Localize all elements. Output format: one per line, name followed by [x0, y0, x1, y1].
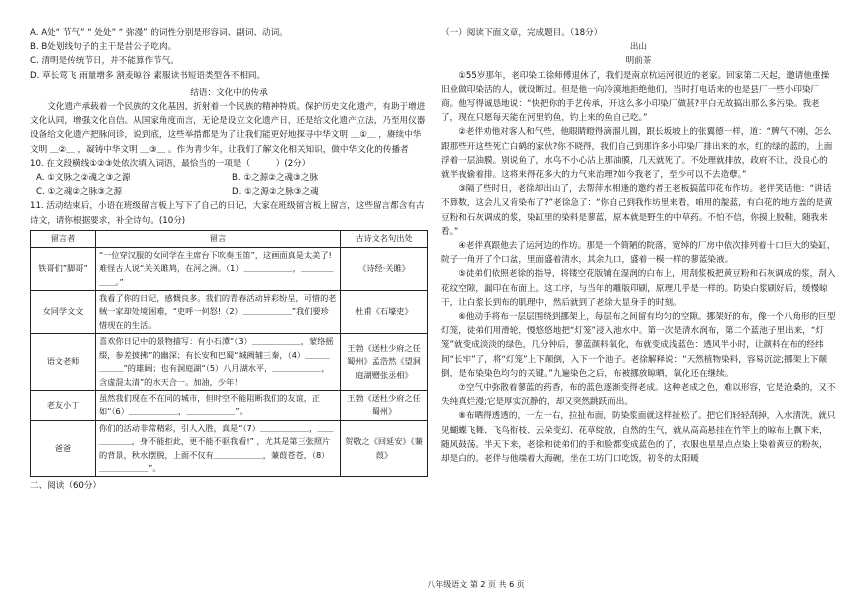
reading-section-title: 二、阅读（60分） [30, 481, 102, 492]
row-source: 《诗经·关雎》 [341, 247, 428, 290]
row-source: 王勃《送杜少府之任蜀州》孟浩然《望洞庭湖赠张丞相》 [341, 334, 428, 391]
article-author: 明前茶 [625, 56, 652, 67]
row-author: 女同学文文 [31, 291, 96, 334]
culture-paragraph: 文化遗产承载着一个民族的文化基因，折射着一个民族的精神特质。保护历史文化遗产，有助于增进文化认同，增强文化自信。从国家角度而言，无论是设立文化遗产日，还是给文化遗产立法，乃至用仪器设备给文化遗产把脉问诊，说到底，这些举措都是为了让我们能更好地探寻中华文明 ＿①＿ ，赓续中华文明 ＿②＿ ，凝铸中华文明 ＿③＿ 。作为青少年，让我们了解文化相关知识，做中华文化的传播者 [30, 102, 426, 155]
option-c-line: C. 清明是传统节日，并不能算作节气。 [30, 56, 179, 67]
page-footer: 八年级语文 第 2 页 共 6 页 [427, 580, 525, 589]
row-message: 虽然我们现在不在同的城市，但时空不能阻断我们的友谊，正如“（6）＿＿＿＿＿＿，＿＿＿＿＿＿”。 [96, 390, 341, 420]
header-message: 留言 [96, 230, 341, 247]
reading-head: （一）阅读下面文章，完成题目。（18分） [441, 28, 603, 38]
row-source: 贺敬之《回延安》《蒹葭》 [341, 420, 428, 477]
table-row [31, 247, 428, 290]
article-paragraph: ⑤徒弟们依照老徐的指导，将镂空花版铺在湿润的白布上，用刮浆板把黄豆粉和石灰调成的浆，刮入花纹空隙，漏印在布面上。这工序，与当年的雕版印刷，原理几乎是一样的。防染白浆刷好后，缓慢晾干，让白浆长到布的肌理中，然后就到了老徐大显身手的时刻。 [441, 269, 836, 308]
row-message: “一位穿汉服的女同学在主席台下吹奏玉笛”，这画面真是太美了!难怪古人说“关关雎鸠，在河之洲。（1）＿＿＿＿＿＿，＿＿＿＿＿＿。” [96, 247, 341, 290]
option-a-line: A. A处“ 节气” “ 处处” “ 弥漫” 的词性分别是形容词、副词、动词。 [30, 28, 288, 38]
table-header-row [31, 230, 428, 247]
article-paragraph: ①55岁那年，老印染工徐师傅退休了，我们是南京杭运河很近的老家。回家第二天起，邀请他重操旧业做印染活的人，就设断过。但是他一向冷漠地拒绝他们，当时打电话来的也是县厂一些小印染厂商。他写得诚恳地说：“快把你的手艺传承，开这么多小印染厂做甚?平白无故搞出那么多污染。我老了，现在只愿每天能在河里钓鱼，钓上来的鱼自己吃。” [441, 70, 830, 124]
q10-option-c: C. ①之魂②之脉③之源 [36, 187, 123, 198]
row-source: 王勃《送杜少府之任蜀州》 [341, 390, 428, 420]
left-column [30, 26, 428, 494]
header-author: 留言者 [31, 230, 96, 247]
article-paragraph: ③隔了些时日，老徐却出山了，去帮萍水相逢的邀约者王老板搞蓝印花布作坊。老伴笑话他：“讲话不算数，这会儿又肯染布了?”老徐急了：“你自己到我作坊里来看，咱用的靛蓝，有白花的地方盖的是黄豆粉和石灰调成的浆，染缸里的染料是蓼蓝，原本就是野生的中草药。不怕不信，你摸上胶鞋，随我来看。” [441, 184, 833, 237]
row-message: 你们的活动非常精彩，引人入胜，真是“（7）＿＿＿＿＿＿，＿＿＿＿＿＿，身不能拒此，更不能不驱我看!” ，尤其是第三张照片的背景，秋水摆脱，上面不仅有＿＿＿＿＿＿，蒹葭苍苍，（8）＿＿＿＿＿＿”。 [96, 420, 341, 477]
right-column [441, 26, 836, 466]
article-paragraph: ④老伴真跟他去了运河边的作坊。那是一个简陋的院落，宽绰的厂房中依次排列着十口巨大的染缸，院子一角开了个口盆，里面盛着清水，其余九口，盛着一模一样的蓼蓝染液。 [441, 241, 836, 266]
table-row [31, 334, 428, 391]
message-table [30, 230, 428, 478]
header-source: 古诗文名句出处 [341, 230, 428, 247]
question-11: 11. 活动结束后，小语在班级留言板上写下了自己的日记，大家在班级留言板上留言，这些留言都含有古诗文，请你根据要求，补全诗句。(10分) [30, 201, 425, 226]
row-author: 老友小丁 [31, 390, 96, 420]
article-paragraph: ②老伴劝他对客人和气些，他眼睛瞪得滴溜儿圆，跟长坂坡上的张翼德一样，道：“脾气不刚，怎么跟那些开这些死亡白鹤的家伙?你不晓得，我们自己到那许多小印染厂排出来的水，红的绿的蓝的，上面浮着一层油膜。别说鱼了，水鸟不小心沾上那油膜，几天就死了。不处理就排放，政府不让，没良心的就半夜偷着排。这将来得花多大的力气来治理?如今我老了，至少可以不去造孽。” [441, 127, 833, 181]
row-author: 铁哥们”脚哥” [31, 247, 96, 290]
row-author: 语文老师 [31, 334, 96, 391]
q10-option-d: D. ①之源②之脉③之魂 [232, 187, 319, 198]
q10-option-b: B. ①之源②之魂③之脉 [232, 173, 319, 184]
question-10: 10. 在文段横线①②③处依次填入词语，最恰当的一项是（ ）(2分） [30, 158, 311, 169]
article-title: 出山 [629, 42, 648, 53]
table-row [31, 291, 428, 334]
row-message: 喜欢你日记中的景物描写：有小石潭“（3）＿＿＿＿＿＿，蒙络摇缀，参差披拂”的幽深；有长安和巴蜀“城阙辅三秦，（4）＿＿＿＿＿＿”的雄阔；也有洞庭湖“（5）八月湖水平，＿＿＿＿＿＿，含虚混太清”的水天合一。加油，少年！ [96, 334, 341, 391]
question-10-options [36, 171, 428, 199]
q10-option-a: A. ①文脉之②魂之③之源 [36, 173, 131, 184]
table-row [31, 420, 428, 477]
row-message: 我看了你的日记，感慨良多。我们的青春活动异彩纷呈，可惜的老贼一家却处境困难，“吏呼一何怒!（2）＿＿＿＿＿＿”我们要珍惜现在的生活。 [96, 291, 341, 334]
article-paragraph: ⑥他动手将布一层层围绕到挪架上，每层布之间留有均匀的空隙。挪架好的布，像一个八角形的巨型灯笼，徒弟们用滑轮，慢悠悠地把“灯笼”浸入池水中。第一次是清水润布，第二个蓝池子里出来，“灯笼”就变成淡淡的绿色，几分钟后，蓼蓝颜料氧化，布就变成浅蓝色：透风半小时，让颜料在布的经纬间“长牢”了，将“灯笼”上下颠倒，入下一个池子。老徐解释说：“天然植物染料，容易沉淀;挪架上下颠倒，是布染染色均匀的关键。”九遍染色之后，布被挪放晾晒，氧化还在继续。 [441, 312, 836, 379]
option-d-line: D. 草长莺飞 雨量增多 割麦晾谷 素服读书短语类型各不相同。 [30, 70, 266, 81]
row-source: 杜甫《石壕吏》 [341, 291, 428, 334]
section-title: 结语：文化中的传承 [190, 87, 268, 98]
row-author: 爸爸 [31, 420, 96, 477]
article-paragraph: ⑧布晒得透透的，一左一右，拉扯布面，防染浆面就这样扯松了。把它们轻轻刮掉，入水清洗，就只见蝴蝶飞舞、飞鸟衔枝、云朵变幻、花草绽放，自然的生气，就从高高悬挂在竹竿上的晾布上飘下来，随风鼓荡。半天下来，老徐和徒弟们的手和脸都变成蓝色的了，衣服也星星点点染上染着黄豆的粉灰，却是白的。老伴与他端着大海碗，坐在工坊门口吃饭，初冬的太阳暖 [441, 411, 836, 465]
table-row [31, 390, 428, 420]
option-b-line: B. B处划线句子的主干是昔公子吃肉。 [30, 42, 177, 53]
article-paragraph: ⑦空气中弥散着蓼蓝的药香，布的蓝色逐渐变得老成。这种老成之色，难以形容，它是沧桑的，又不失纯真烂漫;它是厚实沉静的，却又突然跳跃而出。 [441, 383, 836, 408]
